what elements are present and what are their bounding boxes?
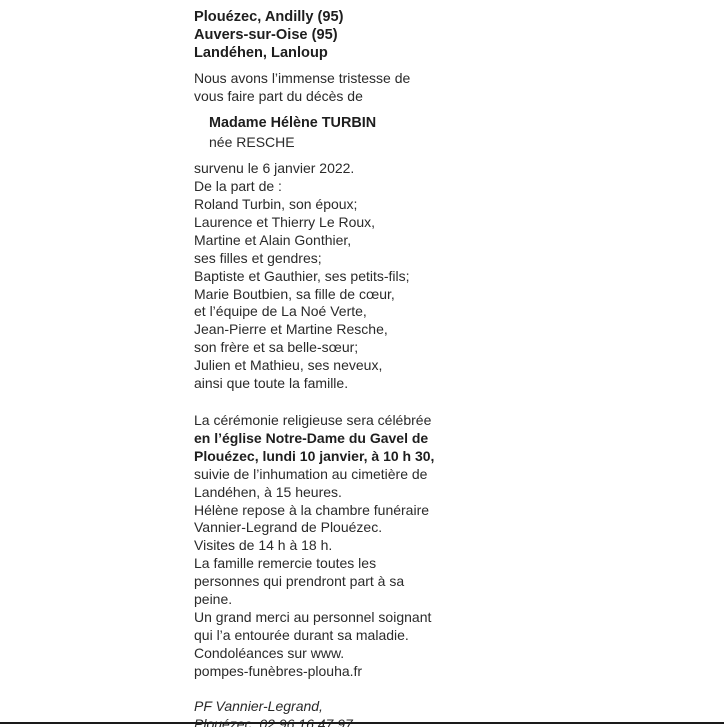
ceremony-line: La famille remercie toutes les — [194, 555, 377, 572]
intro-line: Nous avons l’immense tristesse de — [194, 69, 411, 86]
ceremony-line: Vannier-Legrand de Plouézec. — [194, 519, 383, 536]
ceremony-line: peine. — [194, 591, 233, 608]
ceremony-line: La cérémonie religieuse sera célébrée — [194, 412, 432, 429]
family-line: et l’équipe de La Noé Verte, — [194, 303, 367, 320]
ceremony-line: personnes qui prendront part à sa — [194, 573, 405, 590]
place-line: Plouézec, Andilly (95) — [194, 9, 344, 25]
bottom-rule — [0, 722, 724, 724]
family-line: Jean-Pierre et Martine Resche, — [194, 321, 388, 338]
intro-text — [194, 70, 456, 106]
ceremony-line: suivie de l’inhumation au cimetière de — [194, 465, 428, 482]
family-line: son frère et sa belle-sœur; — [194, 339, 359, 356]
ceremony-line: pompes-funèbres-plouha.fr — [194, 662, 363, 679]
ceremony-line: Landéhen, à 15 heures. — [194, 483, 342, 500]
signature-line: PF Vannier-Legrand, — [194, 697, 323, 714]
maiden-name: née RESCHE — [209, 134, 295, 151]
ceremony-line: Hélène repose à la chambre funéraire — [194, 501, 430, 518]
family-line: De la part de : — [194, 178, 282, 195]
family-line: ses filles et gendres; — [194, 249, 322, 266]
ceremony-location: en l’église Notre-Dame du Gavel de — [194, 429, 429, 446]
place-line: Auvers-sur-Oise (95) — [194, 27, 338, 44]
ceremony-line: Condoléances sur www. — [194, 644, 345, 661]
intro-line: vous faire part du décès de — [194, 87, 363, 104]
family-line: Laurence et Thierry Le Roux, — [194, 213, 376, 230]
family-line: ainsi que toute la famille. — [194, 375, 349, 392]
ceremony-date-time: Plouézec, lundi 10 janvier, à 10 h 30, — [194, 447, 435, 464]
header-places — [194, 8, 456, 63]
ceremony-details — [194, 412, 456, 681]
family-list — [194, 160, 456, 393]
family-line: Marie Boutbien, sa fille de cœur, — [194, 285, 395, 302]
family-line: Martine et Alain Gonthier, — [194, 231, 352, 248]
family-line: Roland Turbin, son époux; — [194, 196, 358, 213]
place-line: Landéhen, Lanloup — [194, 45, 328, 62]
ceremony-line: Un grand merci au personnel soignant — [194, 608, 432, 625]
deceased-name-block — [194, 115, 456, 152]
deceased-name: Madame Hélène TURBIN — [209, 115, 377, 132]
obituary-notice — [194, 8, 456, 727]
family-line: Baptiste et Gauthier, ses petits-fils; — [194, 267, 410, 284]
ceremony-line: qui l’a entourée durant sa maladie. — [194, 626, 409, 643]
family-line: survenu le 6 janvier 2022. — [194, 160, 355, 177]
family-line: Julien et Mathieu, ses neveux, — [194, 357, 383, 374]
ceremony-line: Visites de 14 h à 18 h. — [194, 537, 333, 554]
